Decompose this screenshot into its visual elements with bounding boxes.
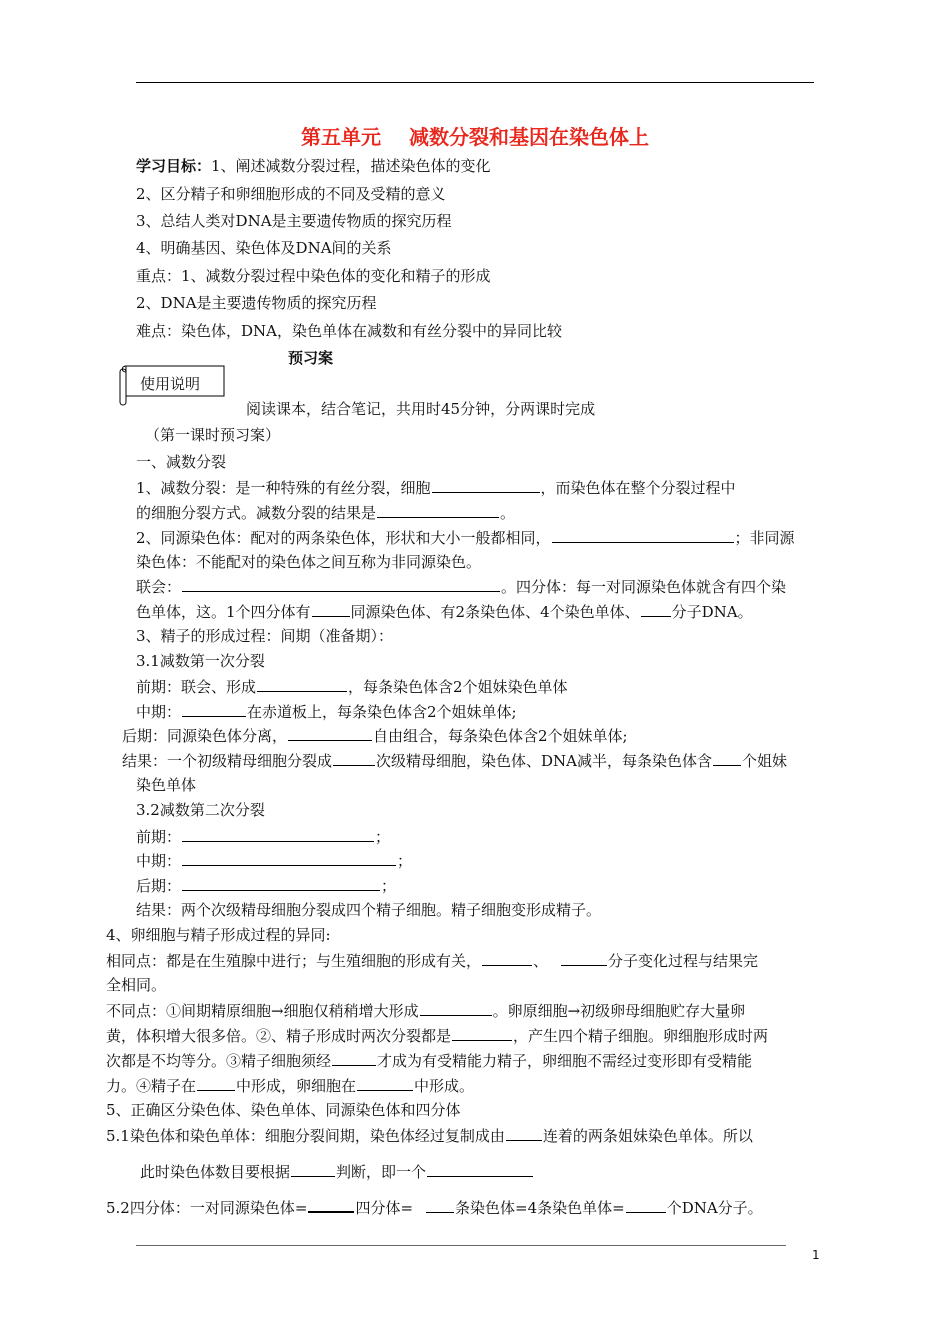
pro2-label: 前期：: [136, 828, 182, 846]
pro1-text-a: 前期：联会、形成: [136, 678, 257, 696]
diff-text-c: 黄，体积增大很多倍。②、精子形成时两次分裂都是: [106, 1027, 452, 1045]
usage-label: 使用说明: [140, 375, 201, 393]
diff-text-e: 次都是不均等分。③精子细胞须经: [106, 1052, 332, 1070]
para1-text-b: ，而染色体在整个分裂过程中: [540, 479, 736, 497]
res1-text-b: 次级精母细胞，染色体、DNA减半，每条染色体含: [376, 752, 713, 770]
s51-line2: [140, 1161, 534, 1182]
s52-text-d: 个DNA分子。: [666, 1199, 763, 1217]
para3-line2: [136, 601, 753, 622]
usage-text: 阅读课本，结合笔记，共用时45分钟，分两课时完成: [246, 400, 596, 418]
objective-1: [136, 156, 491, 176]
diff-text-d: ，产生四个精子细胞。卵细胞形成时两: [513, 1027, 769, 1045]
pro1-text-b: ，每条染色体含2个姐妹染色单体: [348, 678, 568, 696]
fill-blank[interactable]: [182, 701, 246, 717]
para5: 4、卵细胞与精子形成过程的异同:: [106, 926, 331, 944]
para2-line2: 染色体：不能配对的染色体之间互称为非同源染色。: [136, 553, 482, 571]
para3-text-c: 色单体，这。1个四分体有: [136, 603, 311, 621]
same-line1: [106, 950, 758, 971]
meiosis1-result: [122, 750, 787, 771]
fill-blank[interactable]: [182, 576, 500, 592]
semicolon: ；: [397, 852, 413, 870]
diff-text-h: 中形成，卵细胞在: [236, 1077, 357, 1095]
fill-blank[interactable]: [713, 750, 741, 766]
objective-2: 2、区分精子和卵细胞形成的不同及受精的意义: [136, 185, 446, 203]
diff-text-f: 才成为有受精能力精子，卵细胞不需经过变形即有受精能: [377, 1052, 753, 1070]
page-title: [0, 124, 950, 150]
diff-text-b: 。卵原细胞→初级卵母细胞贮存大量卵: [492, 1002, 746, 1020]
fill-blank[interactable]: [288, 725, 372, 741]
met1-text-a: 中期：: [136, 703, 182, 721]
s51-text-c: 此时染色体数目要根据: [140, 1163, 291, 1181]
ana1-text-b: 自由组合，每条染色体含2个姐妹单体;: [373, 727, 628, 745]
fill-blank[interactable]: [312, 601, 350, 617]
meiosis2-prophase: [136, 826, 390, 847]
fill-blank[interactable]: [197, 1075, 235, 1091]
para4: 3、精子的形成过程：间期（准备期）：: [136, 627, 394, 645]
diff-line1: [106, 1000, 745, 1021]
preview-heading: 预习案: [288, 349, 334, 367]
para3-text-b: 。四分体：每一对同源染色体就含有四个染: [501, 578, 787, 596]
fill-blank[interactable]: [182, 875, 380, 891]
diff-line3: [106, 1050, 752, 1071]
para2-text-a: 2、同源染色体：配对的两条染色体，形状和大小一般都相同，: [136, 529, 551, 547]
same-line2: 全相同。: [106, 976, 167, 994]
fill-blank[interactable]: [626, 1197, 666, 1213]
difficulty: 难点：染色体，DNA，染色单体在减数和有丝分裂中的异同比较: [136, 322, 562, 340]
fill-blank[interactable]: [432, 477, 540, 493]
objective-3: 3、总结人类对DNA是主要遗传物质的探究历程: [136, 212, 452, 230]
fill-blank[interactable]: [427, 1161, 533, 1177]
s52-text-c: 条染色体=4条染色单体=: [455, 1199, 625, 1217]
lesson1-heading: （第一课时预习案）: [145, 426, 281, 444]
same-text-a: 相同点：都是在生殖腺中进行；与生殖细胞的形成有关，: [106, 952, 482, 970]
met1-text-b: 在赤道板上，每条染色体含2个姐妹单体;: [247, 703, 517, 721]
para3-text-d: 同源染色体、有2条染色体、4个染色单体、: [350, 603, 640, 621]
key-point-2: 2、DNA是主要遗传物质的探究历程: [136, 294, 377, 312]
diff-text-i: 中形成。: [414, 1077, 475, 1095]
meiosis2-anaphase: [136, 875, 396, 896]
meiosis1-result-cont: 染色单体: [136, 776, 197, 794]
fill-blank[interactable]: [357, 1075, 413, 1091]
fill-blank[interactable]: [452, 1025, 512, 1041]
fill-blank[interactable]: [561, 950, 607, 966]
para6: 5、正确区分染色体、染色单体、同源染色体和四分体: [106, 1101, 461, 1119]
meiosis1-prophase: [136, 676, 568, 697]
objectives-label: 学习目标：: [136, 157, 212, 175]
para2-text-b: ；非同源: [734, 529, 795, 547]
fill-blank[interactable]: [333, 750, 375, 766]
para3-text-e: 分子DNA。: [671, 603, 753, 621]
fill-blank[interactable]: [377, 502, 499, 518]
s52-line: [106, 1196, 763, 1218]
header-rule: [136, 82, 814, 83]
para1-text-c: 的细胞分裂方式。减数分裂的结果是: [136, 504, 377, 522]
fill-blank[interactable]: [182, 850, 396, 866]
section1-heading: 一、减数分裂: [136, 453, 227, 471]
objective-1-text: 1、阐述减数分裂过程，描述染色体的变化: [211, 157, 491, 175]
para2-line1: [136, 527, 795, 548]
met2-label: 中期：: [136, 852, 182, 870]
title-unit: 第五单元: [301, 125, 381, 149]
diff-line2: [106, 1025, 768, 1046]
fill-blank[interactable]: [257, 676, 347, 692]
para3-line1: [136, 576, 786, 597]
fill-blank[interactable]: [308, 1196, 354, 1213]
s52-text-b: 四分体=: [355, 1199, 414, 1217]
key-point-1: 重点：1、减数分裂过程中染色体的变化和精子的形成: [136, 267, 491, 285]
fill-blank[interactable]: [552, 527, 734, 543]
meiosis2-metaphase: [136, 850, 412, 871]
fill-blank[interactable]: [332, 1050, 376, 1066]
footer-rule: [136, 1245, 786, 1246]
same-text-b: 、: [533, 952, 549, 970]
meiosis1-anaphase: [122, 725, 628, 746]
same-text-c: 分子变化过程与结果完: [608, 952, 759, 970]
s51-text-a: 5.1染色体和染色单体：细胞分裂间期，染色体经过复制成由: [106, 1127, 505, 1145]
subsection-3-2: 3.2减数第二次分裂: [136, 801, 265, 819]
s51-line1: [106, 1125, 753, 1146]
para3-text-a: 联会：: [136, 578, 182, 596]
fill-blank[interactable]: [482, 950, 532, 966]
fill-blank[interactable]: [506, 1125, 542, 1141]
para1-text-a: 1、减数分裂：是一种特殊的有丝分裂，细胞: [136, 479, 431, 497]
objective-4: 4、明确基因、染色体及DNA间的关系: [136, 239, 392, 257]
meiosis2-result: 结果：两个次级精母细胞分裂成四个精子细胞。精子细胞变形成精子。: [136, 901, 602, 919]
semicolon: ；: [381, 877, 397, 895]
usage-scroll-box: [118, 362, 228, 406]
title-topic: 减数分裂和基因在染色体上: [409, 125, 649, 149]
fill-blank[interactable]: [426, 1197, 454, 1213]
subsection-3-1: 3.1减数第一次分裂: [136, 652, 265, 670]
ana2-label: 后期：: [136, 877, 182, 895]
diff-text-g: 力。④精子在: [106, 1077, 197, 1095]
diff-text-a: 不同点：①间期精原细胞→细胞仅稍稍增大形成: [106, 1002, 419, 1020]
para1-text-d: 。: [500, 504, 516, 522]
fill-blank[interactable]: [420, 1000, 492, 1016]
s51-text-b: 连着的两条姐妹染色单体。所以: [542, 1127, 753, 1145]
page-number: 1: [812, 1248, 820, 1262]
fill-blank[interactable]: [182, 826, 374, 842]
ana1-text-a: 后期：同源染色体分离，: [122, 727, 288, 745]
meiosis1-metaphase: [136, 701, 517, 722]
fill-blank[interactable]: [641, 601, 671, 617]
s51-text-d: 判断，即一个: [336, 1163, 427, 1181]
res1-text-a: 结果：一个初级精母细胞分裂成: [122, 752, 333, 770]
res1-text-c: 个姐妹: [742, 752, 788, 770]
fill-blank[interactable]: [291, 1161, 335, 1177]
diff-line4: [106, 1075, 474, 1096]
s52-text-a: 5.2四分体：一对同源染色体=: [106, 1199, 308, 1217]
para1-line2: [136, 502, 515, 523]
semicolon: ；: [375, 828, 391, 846]
para1-line1: [136, 477, 736, 498]
